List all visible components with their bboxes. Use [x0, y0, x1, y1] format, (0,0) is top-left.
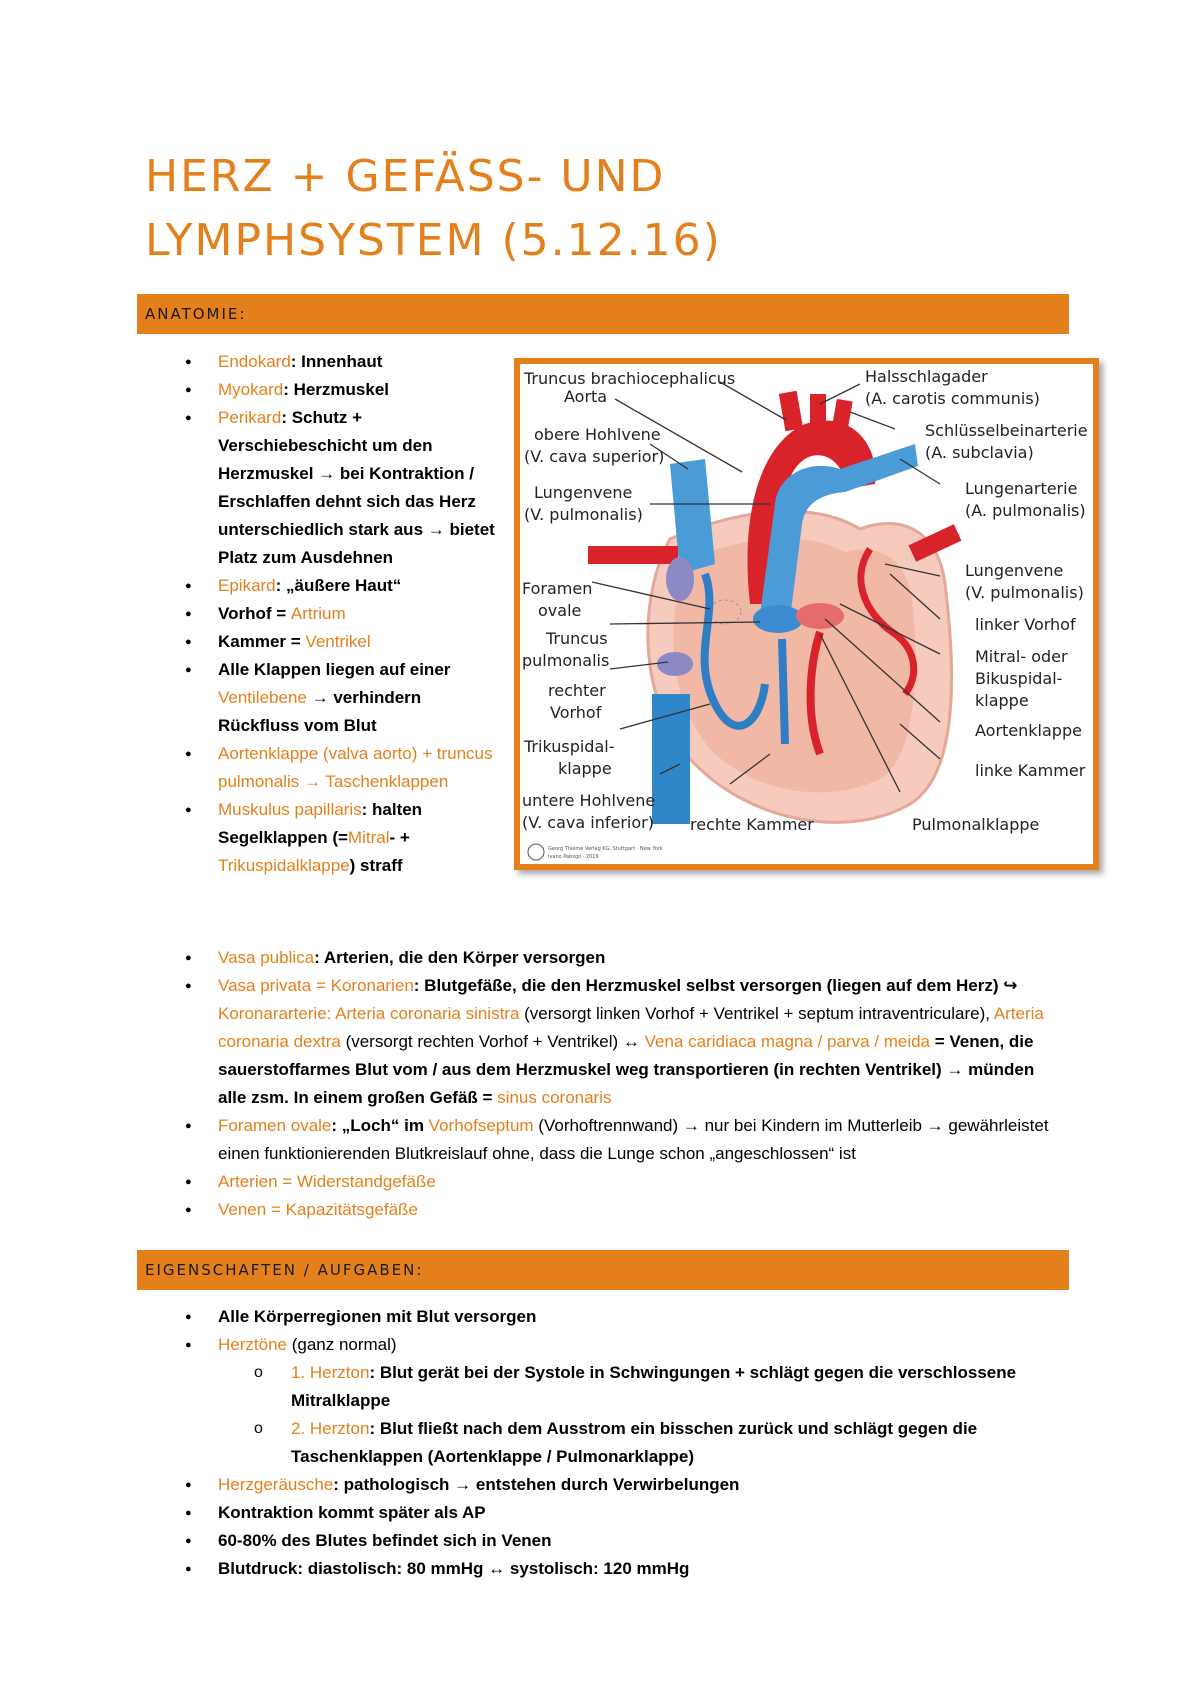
list-item: ● Endokard: Innenhaut [218, 348, 498, 376]
label-lungenvene-right: Lungenvene [965, 561, 1064, 580]
label-rechter: rechter [548, 681, 606, 700]
list-item: ● Herzgeräusche: pathologisch → entstehen durch Verwirbelungen [218, 1471, 1058, 1499]
credit-line-1: Georg Thieme Verlag KG, Stuttgart · New York [548, 846, 663, 852]
label-untere-hohlvene: untere Hohlvene [522, 791, 656, 810]
label-bikuspidal: Bikuspidal- [975, 669, 1063, 688]
aortenklappe-ring [796, 603, 844, 629]
list-item: ● Epikard: „äußere Haut“ [218, 572, 498, 600]
list-item: ● Alle Klappen liegen auf einer Ventilebene → verhindern Rückfluss vom Blut [218, 656, 498, 740]
right-atrium-opening [666, 557, 694, 601]
label-rechte-kammer: rechte Kammer [690, 815, 814, 834]
truncus-brachiocephalicus [779, 391, 803, 432]
label-pulmonalklappe: Pulmonalklappe [912, 815, 1040, 834]
list-item: ● Aortenklappe (valva aorto) + truncus pulmonalis → Taschenklappen [218, 740, 498, 796]
label-aortenklappe: Aortenklappe [975, 721, 1082, 740]
label-halsschlagader: Halsschlagader [865, 367, 988, 386]
list-item: ● Arterien = Widerstandgefäße [218, 1168, 1058, 1196]
label-trikuspidal: Trikuspidal- [524, 737, 615, 756]
label-schluesselbeinarterie: Schlüsselbeinarterie [925, 421, 1088, 440]
label-linke-kammer: linke Kammer [975, 761, 1086, 780]
label-carotis: (A. carotis communis) [865, 389, 1040, 408]
heart-illustration [520, 364, 1093, 864]
label-v-cava-superior: (V. cava superior) [524, 447, 665, 466]
eigenschaften-list [218, 1303, 1058, 1583]
label-ovale: ovale [538, 601, 582, 620]
label-aorta: Aorta [564, 387, 608, 406]
label-v-pulmonalis-left: (V. pulmonalis) [524, 505, 643, 524]
list-item: ● Vasa privata = Koronarien: Blutgefäße, die den Herzmuskel selbst versorgen (liegen auf dem Herz) ↪ Koronararterie: Arteria coronaria sinistra (versorgt linken Vorhof + Ventrikel + septum intraventriculare), Arteria coronaria dextra (versorgt rechten Vorhof + Ventrikel) ↔ Vena caridiaca magna / parva / meida = Venen, die sauerstoffarmes Blut vom / aus dem Herzmuskel weg transportieren (in rechten Ventrikel) → münden alle zsm. In einem großen Gefäß = sinus coronaris [218, 972, 1058, 1112]
sub-list-item: o 2. Herzton: Blut fließt nach dem Ausstrom ein bisschen zurück und schlägt gegen die Taschenklappen (Aortenklappe / Pulmonarklappe) [291, 1415, 1058, 1471]
list-item: ● Blutdruck: diastolisch: 80 mmHg ↔ systolisch: 120 mmHg [218, 1555, 1058, 1583]
page-title [145, 145, 985, 273]
list-item: ● Kontraktion kommt später als AP [218, 1499, 1058, 1527]
list-item: ● Myokard: Herzmuskel [218, 376, 498, 404]
label-linker-vorhof: linker Vorhof [975, 615, 1076, 634]
carotis [810, 394, 826, 428]
label-klappe-right: klappe [975, 691, 1029, 710]
sub-list-item: o 1. Herzton: Blut gerät bei der Systole in Schwingungen + schlägt gegen die verschlossene Mitralklappe [291, 1359, 1058, 1415]
list-item: ● Venen = Kapazitätsgefäße [218, 1196, 1058, 1224]
tricuspid-opening [657, 652, 693, 676]
heart-diagram [514, 358, 1099, 870]
publisher-logo-icon [528, 844, 544, 860]
label-truncus: Truncus [546, 629, 608, 648]
title-line-1: HERZ + GEFÄSS- UND [145, 151, 666, 202]
vena-cava-inferior [652, 694, 690, 824]
list-item: ● Foramen ovale: „Loch“ im Vorhofseptum (Vorhoftrennwand) → nur bei Kindern im Mutterleib → gewährleistet einen funktionierenden Blutkreislauf ohne, dass die Lunge schon „angeschlossen“ ist [218, 1112, 1058, 1168]
label-mitral: Mitral- oder [975, 647, 1068, 666]
label-v-cava-inferior: (V. cava inferior) [522, 813, 654, 832]
section-heading-anatomie: ANATOMIE: [137, 294, 1069, 334]
lungenvene-links [588, 546, 678, 564]
flow-arrow-blue-2 [782, 639, 785, 744]
credit-line-2: Ivano Pabsgo · 2019 [548, 854, 599, 860]
section-heading-eigenschaften: EIGENSCHAFTEN / AUFGABEN: [137, 1250, 1069, 1290]
anatomie-list-wide [218, 944, 1058, 1224]
label-a-pulmonalis: (A. pulmonalis) [965, 501, 1086, 520]
sub-list [291, 1359, 1058, 1471]
pulmonalklappe-ring [753, 605, 803, 633]
label-lungenarterie: Lungenarterie [965, 479, 1078, 498]
label-truncus-brachiocephalicus: Truncus brachiocephalicus [524, 369, 736, 388]
list-item: ● Kammer = Ventrikel [218, 628, 498, 656]
list-item: ● Alle Körperregionen mit Blut versorgen [218, 1303, 1058, 1331]
title-line-2: LYMPHSYSTEM (5.12.16) [145, 215, 722, 266]
list-item: ● 60-80% des Blutes befindet sich in Venen [218, 1527, 1058, 1555]
list-item: ● Perikard: Schutz + Verschiebeschicht um den Herzmuskel → bei Kontraktion / Erschlaffen dehnt sich das Herz unterschiedlich stark aus → bietet Platz zum Ausdehnen [218, 404, 498, 572]
list-item: ● Herztöne (ganz normal) o 1. Herzton: Blut gerät bei der Systole in Schwingungen + schlägt gegen die verschlossene Mitralklappe o 2. Herzton: Blut fließt nach dem Ausstrom ein bisschen zurück und schlägt gegen die Taschenklappen (Aortenklappe / Pulmonarklappe) [218, 1331, 1058, 1471]
list-item: ● Vorhof = Artrium [218, 600, 498, 628]
label-vorhof: Vorhof [550, 703, 602, 722]
list-item: ● Muskulus papillaris: halten Segelklappen (=Mitral- + Trikuspidalklappe) straff [218, 796, 498, 880]
label-obere-hohlvene: obere Hohlvene [534, 425, 661, 444]
label-pulmonalis: pulmonalis [522, 651, 610, 670]
label-lungenvene-left: Lungenvene [534, 483, 633, 502]
list-item: ● Vasa publica: Arterien, die den Körper versorgen [218, 944, 1058, 972]
label-subclavia: (A. subclavia) [925, 443, 1034, 462]
label-klappe-left: klappe [558, 759, 612, 778]
label-foramen: Foramen [522, 579, 593, 598]
anatomie-list-narrow [218, 348, 498, 880]
label-v-pulmonalis-right: (V. pulmonalis) [965, 583, 1084, 602]
